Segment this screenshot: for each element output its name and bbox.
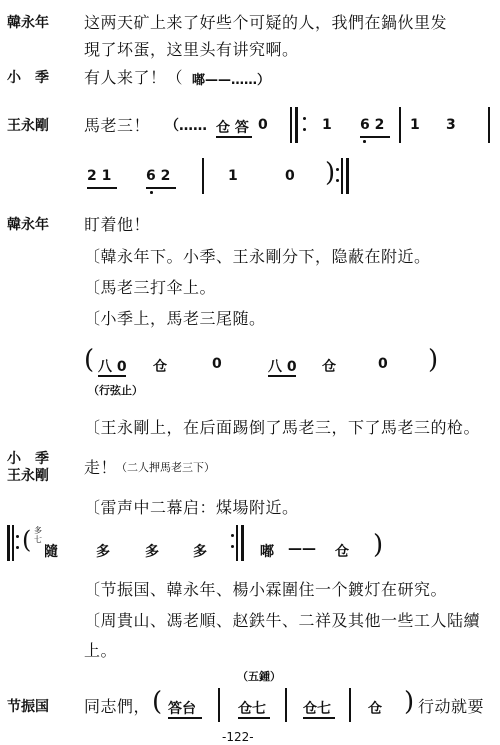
dialogue-line: 有人来了！（ bbox=[84, 68, 184, 87]
music-note: 0 bbox=[285, 168, 295, 184]
underline bbox=[238, 717, 270, 719]
stage-direction: 〔韓永年下。小季、王永剛分下，隐蔽在附近。 bbox=[84, 247, 431, 266]
music-note: 3 bbox=[446, 117, 456, 133]
speaker-xiaoji: 小 季 bbox=[7, 70, 49, 86]
barline-thick bbox=[346, 158, 349, 194]
music-note: 答台 bbox=[168, 701, 196, 717]
close-paren: ) bbox=[404, 687, 415, 717]
repeat-dot bbox=[336, 168, 339, 171]
page-number: -122- bbox=[222, 730, 254, 744]
repeat-dot bbox=[336, 179, 339, 182]
music-note: 仓 bbox=[368, 701, 382, 717]
speaker-han: 韓永年 bbox=[7, 15, 49, 31]
music-note: —— bbox=[288, 541, 316, 557]
music-note: 1 bbox=[410, 117, 420, 133]
music-note: 隨 bbox=[44, 544, 58, 560]
underline bbox=[98, 375, 126, 377]
music-note-annotation: （行弦止） bbox=[88, 384, 143, 397]
dialogue-line: 这两天矿上来了好些个可疑的人，我們在鍋伙里发 bbox=[84, 13, 448, 32]
speaker-jie: 节振国 bbox=[7, 699, 49, 715]
close-paren: ) bbox=[325, 158, 336, 188]
octave-dot bbox=[363, 140, 366, 143]
barline bbox=[341, 158, 343, 194]
music-note: 仓 bbox=[153, 359, 167, 375]
music-note: 八 0 bbox=[268, 359, 297, 375]
dialogue-line: 馬老三！ bbox=[84, 116, 151, 135]
barline bbox=[399, 107, 401, 143]
dialogue-line: 走！ bbox=[84, 458, 118, 477]
barline bbox=[202, 158, 204, 194]
barline bbox=[285, 688, 287, 722]
octave-dot bbox=[150, 191, 153, 194]
music-note: 多 bbox=[145, 544, 159, 560]
barline bbox=[488, 107, 490, 143]
barline bbox=[349, 688, 351, 722]
stage-direction: 〔雷声中二幕启：煤場附近。 bbox=[84, 498, 299, 517]
repeat-dot bbox=[16, 535, 19, 538]
dialogue-line: 行动就要 bbox=[418, 697, 485, 716]
underline bbox=[216, 136, 252, 138]
music-note: 仓 bbox=[335, 544, 349, 560]
speaker-han: 韓永年 bbox=[7, 217, 49, 233]
music-note: （…… bbox=[165, 118, 207, 134]
music-note: 2 1 bbox=[87, 168, 112, 184]
repeat-dot bbox=[303, 128, 306, 131]
music-note: 仓七 bbox=[238, 701, 266, 717]
sound-effect: 嘟——……） bbox=[192, 73, 271, 88]
barline bbox=[236, 525, 238, 561]
speaker-wang: 王永剛 bbox=[7, 468, 49, 484]
speaker-wang: 王永剛 bbox=[7, 118, 49, 134]
music-note: 仓七 bbox=[303, 701, 331, 717]
stage-direction: 〔周貴山、馮老順、赵鉄牛、二祥及其他一些工人陆續 bbox=[84, 611, 481, 630]
dialogue-line: 同志們， bbox=[84, 697, 151, 716]
barline bbox=[218, 688, 220, 722]
barline bbox=[290, 107, 292, 143]
underline bbox=[87, 187, 117, 189]
stage-direction: 〔王永剛上，在后面踢倒了馬老三，下了馬老三的枪。 bbox=[84, 418, 481, 437]
side-mark bbox=[34, 526, 42, 544]
barline-thick bbox=[7, 525, 10, 561]
stage-note: （二人押馬老三下） bbox=[116, 461, 215, 474]
music-note: 八 0 bbox=[98, 359, 127, 375]
open-paren: ( bbox=[152, 687, 163, 717]
underline bbox=[303, 717, 335, 719]
barline bbox=[12, 525, 14, 561]
music-note: 0 bbox=[258, 117, 268, 133]
repeat-dot bbox=[231, 545, 234, 548]
stage-direction: 上。 bbox=[84, 641, 118, 660]
barline-thick bbox=[241, 525, 244, 561]
repeat-dot bbox=[16, 546, 19, 549]
music-note: 0 bbox=[378, 356, 388, 372]
music-note: 仓 答 bbox=[216, 120, 249, 136]
dialogue-line: 盯着他！ bbox=[84, 215, 151, 234]
music-note: 多 bbox=[193, 544, 207, 560]
stage-direction: 〔小季上，馬老三尾随。 bbox=[84, 309, 266, 328]
music-note: 1 bbox=[228, 168, 238, 184]
music-note: 七 bbox=[34, 535, 42, 544]
music-note-annotation: （五鍾） bbox=[237, 670, 281, 683]
open-paren: ( bbox=[22, 526, 32, 554]
repeat-dot bbox=[231, 534, 234, 537]
music-note: 6 2 bbox=[360, 117, 385, 133]
dialogue-line: 現了坏蛋，这里头有讲究啊。 bbox=[84, 40, 299, 59]
barline-thick bbox=[295, 107, 298, 143]
close-paren: ) bbox=[428, 345, 439, 375]
speaker-xiaoji: 小 季 bbox=[7, 451, 49, 467]
music-note: 仓 bbox=[322, 359, 336, 375]
open-paren: ( bbox=[84, 345, 95, 375]
repeat-dot bbox=[303, 117, 306, 120]
close-paren: ) bbox=[373, 530, 384, 560]
stage-direction: 〔节振国、韓永年、楊小霖圍住一个鍍灯在研究。 bbox=[84, 580, 448, 599]
underline bbox=[360, 136, 390, 138]
music-note: 多 bbox=[96, 544, 110, 560]
music-note: 0 bbox=[212, 356, 222, 372]
underline bbox=[268, 375, 296, 377]
underline bbox=[146, 187, 176, 189]
music-note: 1 bbox=[322, 117, 332, 133]
underline bbox=[168, 717, 202, 719]
music-note: 6 2 bbox=[146, 168, 171, 184]
music-note: 嘟 bbox=[260, 544, 274, 560]
stage-direction: 〔馬老三打伞上。 bbox=[84, 278, 217, 297]
music-note: 多 bbox=[34, 526, 42, 535]
